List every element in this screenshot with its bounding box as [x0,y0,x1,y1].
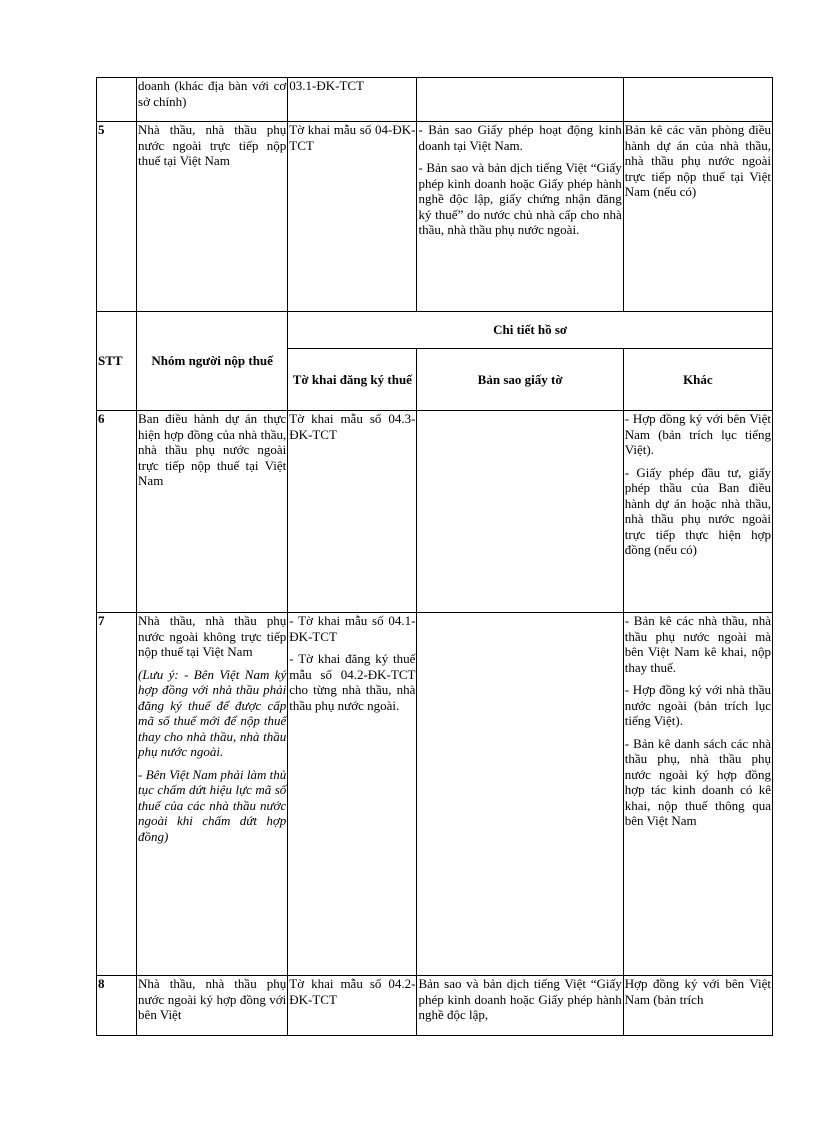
table-row [97,122,773,312]
other-cell: Bản kê các văn phòng điều hành dự án của nhà thầu, nhà thầu phụ nước ngoài trực tiếp nộp thuế tại Việt Nam (nếu có) [623,122,772,312]
other-cell: - Bản kê các nhà thầu, nhà thầu phụ nước ngoài mà bên Việt Nam kê khai, nộp thay thuế. - Hợp đồng ký với nhà thầu nước ngoài (bản trích lục tiếng Việt). - Bản kê danh sách các nhà thầu phụ, nhà thầu phụ nước ngoài ký hợp đồng hợp tác kinh doanh có kê khai, nộp thuế thông qua bên Việt Nam [623,613,772,976]
copies-cell: - Bản sao Giấy phép hoạt động kinh doanh tại Việt Nam. - Bản sao và bản dịch tiếng Việt “Giấy phép kinh doanh hoặc Giấy phép hành nghề độc lập, giấy chứng nhận đăng ký thuế” do nước chủ nhà cấp cho nhà thầu, nhà thầu phụ nước ngoài. [417,122,623,312]
form-cell: Tờ khai mẫu số 04-ĐK-TCT [288,122,417,312]
copies-cell [417,78,623,122]
table-row [97,411,773,613]
table-row [97,613,773,976]
stt-cell [97,78,137,122]
table-row [97,976,773,1036]
stt-cell: 5 [97,122,137,312]
tax-registration-table [96,77,773,1036]
copies-cell [417,411,623,613]
note-text: - Bên Việt Nam phải làm thủ tục chấm dứt hiệu lực mã số thuế của các nhà thầu nước ngoài khi chấm dứt hợp đồng) [138,766,287,844]
other-cell: - Hợp đồng ký với bên Việt Nam (bản trích lục tiếng Việt). - Giấy phép đầu tư, giấy phép thầu của Ban điều hành dự án hoặc nhà thầu, nhà thầu phụ nước ngoài trực tiếp thực hiện hợp đồng (nếu có) [623,411,772,613]
other-cell [623,78,772,122]
form-cell: - Tờ khai mẫu số 04.1-ĐK-TCT - Tờ khai đăng ký thuế mẫu số 04.2-ĐK-TCT cho từng nhà thầu, nhà thầu phụ nước ngoài. [288,613,417,976]
stt-cell: 7 [97,613,137,976]
header-stt: STT [97,312,137,411]
header-other: Khác [623,349,772,411]
table-row [97,78,773,122]
taxpayer-group-cell: Nhà thầu, nhà thầu phụ nước ngoài trực tiếp nộp thuế tại Việt Nam [137,122,288,312]
header-form: Tờ khai đăng ký thuế [288,349,417,411]
copies-cell [417,613,623,976]
other-cell: Hợp đồng ký với bên Việt Nam (bản trích [623,976,772,1036]
stt-cell: 6 [97,411,137,613]
stt-cell: 8 [97,976,137,1036]
header-row [97,312,773,349]
form-cell: Tờ khai mẫu số 04.3-ĐK-TCT [288,411,417,613]
taxpayer-group-cell: Nhà thầu, nhà thầu phụ nước ngoài ký hợp đồng với bên Việt [137,976,288,1036]
form-cell: 03.1-ĐK-TCT [288,78,417,122]
header-detail: Chi tiết hồ sơ [288,312,773,349]
header-copies: Bản sao giấy tờ [417,349,623,411]
form-cell: Tờ khai mẫu số 04.2-ĐK-TCT [288,976,417,1036]
copies-cell: Bản sao và bản dịch tiếng Việt “Giấy phép kinh doanh hoặc Giấy phép hành nghề độc lập, [417,976,623,1036]
taxpayer-group-cell: Nhà thầu, nhà thầu phụ nước ngoài không trực tiếp nộp thuế tại Việt Nam (Lưu ý: - Bên Việt Nam ký hợp đồng với nhà thầu phải đăng ký thuế để được cấp mã số thuế mới để nộp thuế thay cho nhà thầu, nhà thầu phụ nước ngoài. - Bên Việt Nam phải làm thủ tục chấm dứt hiệu lực mã số thuế của các nhà thầu nước ngoài khi chấm dứt hợp đồng) [137,613,288,976]
taxpayer-group-cell: doanh (khác địa bàn với cơ sở chính) [137,78,288,122]
header-taxpayer-group: Nhóm người nộp thuế [137,312,288,411]
note-text: (Lưu ý: - Bên Việt Nam ký hợp đồng với nhà thầu phải đăng ký thuế để được cấp mã số thuế mới để nộp thuế thay cho nhà thầu, nhà thầu phụ nước ngoài. [138,666,287,759]
taxpayer-group-cell: Ban điều hành dự án thực hiện hợp đồng của nhà thầu, nhà thầu phụ nước ngoài trực tiếp nộp thuế tại Việt Nam [137,411,288,613]
